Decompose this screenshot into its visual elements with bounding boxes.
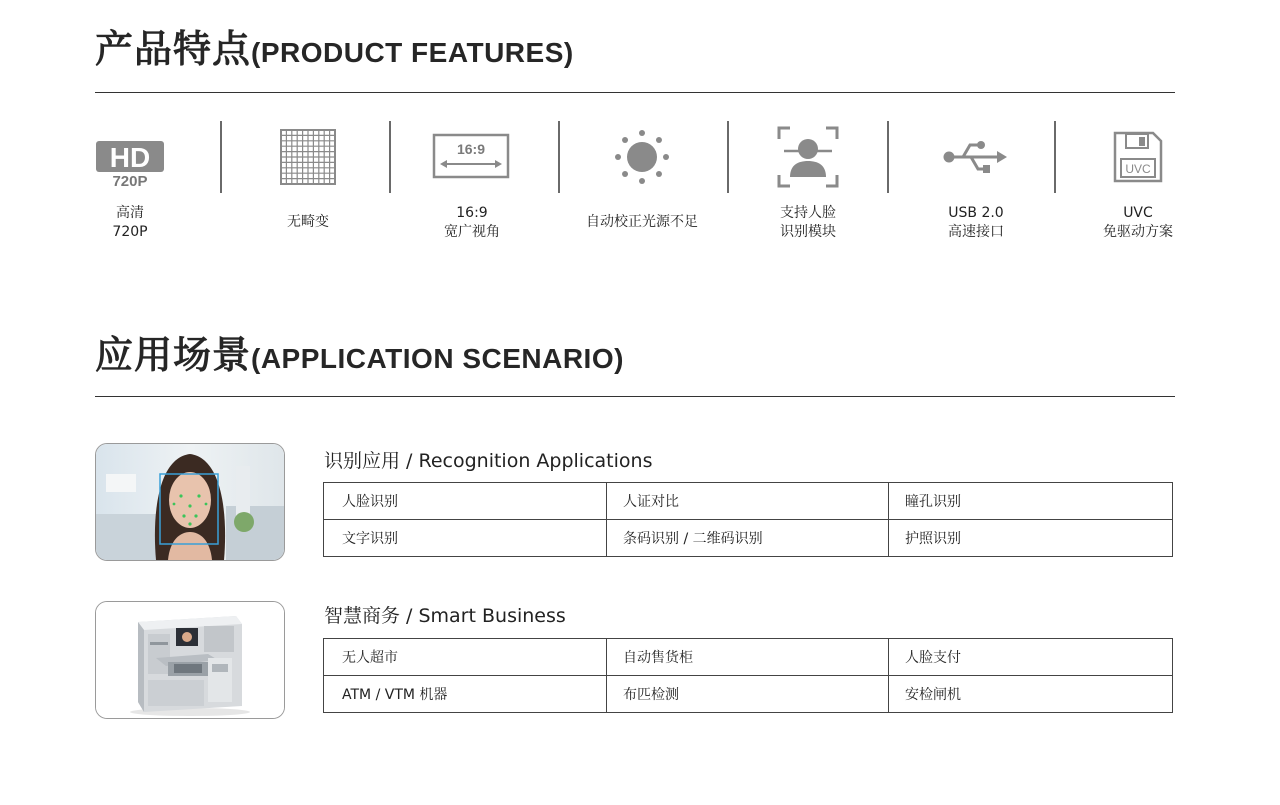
hd-badge-icon (55, 118, 205, 196)
feature-wide-angle-line2: 宽广视角 (444, 224, 500, 240)
hd-badge-sub: 720P (112, 173, 148, 188)
grid-icon (233, 118, 383, 196)
self-service-kiosk-photo (95, 601, 285, 719)
table-cell: 人脸支付 (889, 639, 1173, 676)
table-cell: 安检闸机 (889, 676, 1173, 713)
feature-wide-angle-line1: 16:9 (456, 205, 488, 221)
table-cell: 人脸识别 (324, 483, 607, 520)
feature-separator (1054, 121, 1056, 193)
feature-separator (389, 121, 391, 193)
table-row (324, 676, 1173, 713)
table-cell: 自动售货柜 (607, 639, 889, 676)
scenario-divider (95, 396, 1175, 397)
feature-usb (901, 118, 1051, 242)
table-row (324, 639, 1173, 676)
recognition-table (323, 482, 1173, 557)
feature-auto-light (567, 118, 717, 232)
scenario-title-zh: 应用场景 (95, 333, 252, 377)
table-cell: 无人超市 (324, 639, 607, 676)
table-cell: 瞳孔识别 (889, 483, 1173, 520)
table-cell: 条码识别 / 二维码识别 (607, 520, 889, 557)
feature-usb-line2: 高速接口 (948, 224, 1004, 240)
uvc-badge-text: UVC (1125, 162, 1151, 176)
hd-badge-text: HD (109, 142, 151, 173)
feature-face-recognition-line2: 识别模块 (780, 224, 836, 240)
feature-hd-line2: 720P (112, 224, 148, 240)
feature-no-distortion-line1: 无畸变 (287, 214, 329, 230)
features-title-zh: 产品特点 (95, 27, 252, 71)
features-title (95, 27, 574, 71)
table-cell: 布匹检测 (607, 676, 889, 713)
feature-no-distortion (233, 118, 383, 232)
face-recognition-photo (95, 443, 285, 561)
sun-icon (567, 118, 717, 196)
table-row (324, 483, 1173, 520)
table-row (324, 520, 1173, 557)
face-scan-icon (733, 118, 883, 196)
table-cell: 文字识别 (324, 520, 607, 557)
features-divider (95, 92, 1175, 93)
recognition-heading: 识别应用 / Recognition Applications (324, 450, 653, 472)
business-table (323, 638, 1173, 713)
features-row (95, 118, 1185, 248)
feature-separator (727, 121, 729, 193)
scenario-title-en: (APPLICATION SCENARIO) (251, 343, 624, 374)
scenario-title (95, 333, 624, 377)
feature-separator (220, 121, 222, 193)
table-cell: 人证对比 (607, 483, 889, 520)
feature-separator (887, 121, 889, 193)
usb-icon (901, 118, 1051, 196)
feature-auto-light-line1: 自动校正光源不足 (586, 214, 698, 230)
feature-uvc-line2: 免驱动方案 (1103, 224, 1173, 240)
feature-face-recognition-line1: 支持人脸 (780, 205, 836, 221)
aspect-ratio-icon (397, 118, 547, 196)
floppy-disk-icon (1063, 118, 1213, 196)
feature-hd-line1: 高清 (116, 205, 144, 221)
table-cell: 护照识别 (889, 520, 1173, 557)
feature-face-recognition (733, 118, 883, 242)
feature-uvc (1063, 118, 1213, 242)
table-cell: ATM / VTM 机器 (324, 676, 607, 713)
feature-separator (558, 121, 560, 193)
aspect-ratio-text: 16:9 (456, 141, 486, 157)
features-title-en: (PRODUCT FEATURES) (251, 37, 574, 68)
feature-hd (55, 118, 205, 242)
feature-usb-line1: USB 2.0 (948, 205, 1004, 221)
business-heading: 智慧商务 / Smart Business (324, 605, 566, 627)
feature-wide-angle (397, 118, 547, 242)
feature-uvc-line1: UVC (1123, 205, 1153, 221)
